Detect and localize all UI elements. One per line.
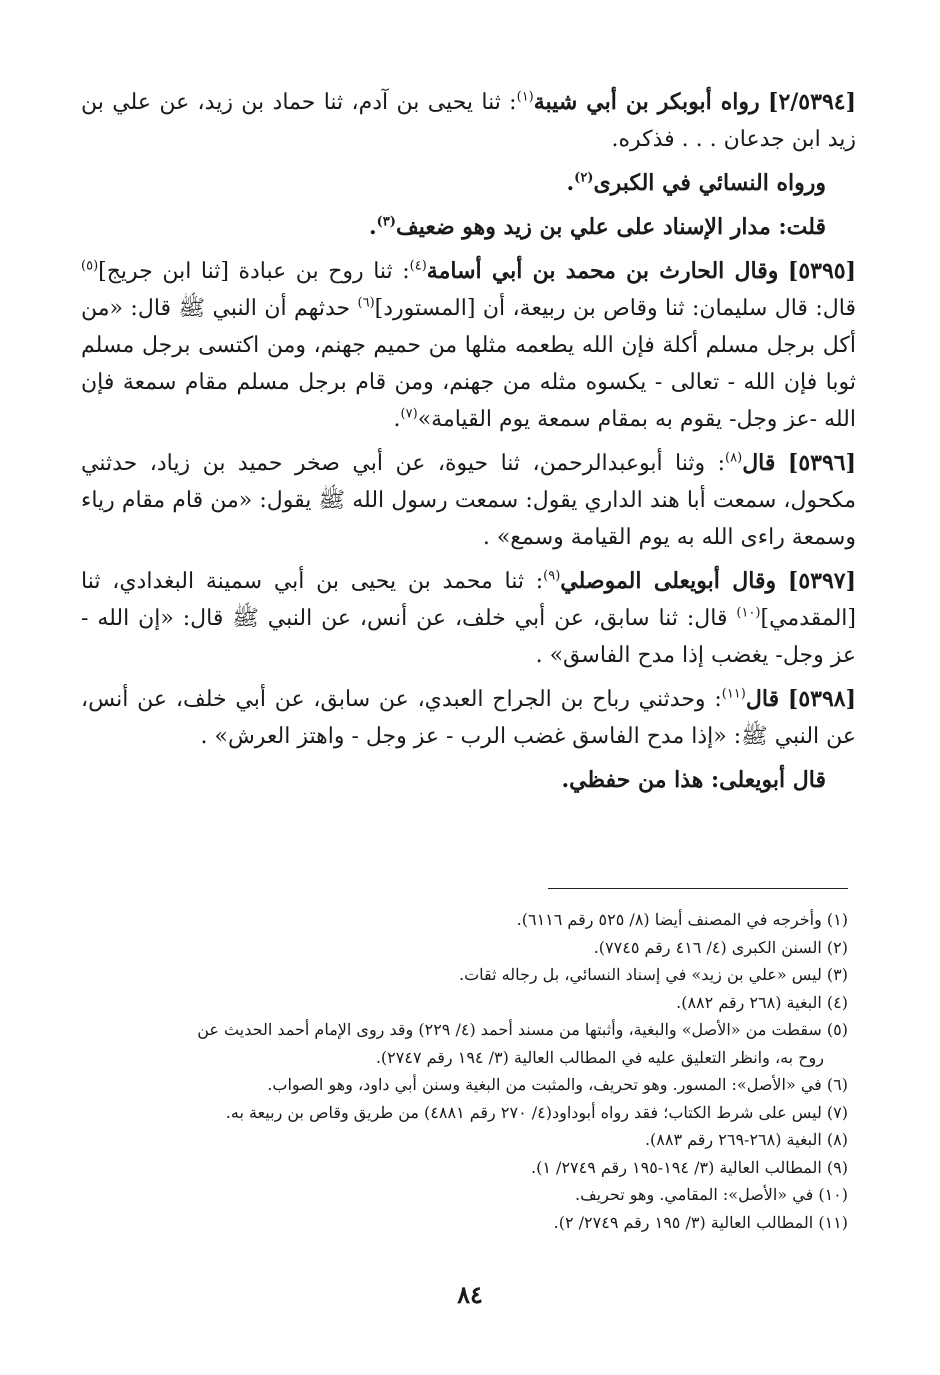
paragraph-5397 [81, 563, 856, 674]
footnote-ref[interactable]: (٣) [376, 214, 396, 230]
paragraph-tail: . [393, 407, 401, 432]
footnote-5-continued: روح به، وانظر التعليق عليه في المطالب العالية (٣/ ١٩٤ رقم ٢٧٤٧). [375, 1047, 824, 1067]
footnote-ref[interactable]: (٨) [725, 450, 743, 466]
hadith-number: [٥٣٩٦] [787, 450, 857, 476]
paragraph-text: قال أبويعلى: هذا من حفظي. [561, 767, 826, 793]
footnote-2: (٢) السنن الكبرى (٤/ ٤١٦ رقم ٧٧٤٥). [593, 937, 848, 957]
footnote-5: (٥) سقطت من «الأصل» والبغية، وأثبتها من مسند أحمد (٤/ ٢٢٩) وقد روى الإمام أحمد الحديث عن [197, 1020, 848, 1039]
hadith-number: [٥٣٩٧] [787, 568, 856, 594]
footnote-11: (١١) المطالب العالية (٣/ ١٩٥ رقم ٢٧٤٩/ ٢). [553, 1212, 848, 1232]
paragraph-5394 [81, 84, 856, 158]
footnote-8: (٨) البغية (٢٦٨-٢٦٩ رقم ٨٨٣). [644, 1130, 848, 1149]
hadith-text: : ثنا روح بن عبادة [ثنا ابن جريج] [98, 259, 410, 284]
hadith-text: قال: ثنا سابق، عن أبي خلف، عن أنس، عن النبي ﷺ قال: «إن الله - عز وجل- يغضب إذا مدح الفاسق» . [81, 606, 856, 668]
hadith-text: : وحدثني رباح بن الجراح العبدي، عن سابق، عن أبي خلف، عن أنس، عن النبي ﷺ: «إذا مدح الفاسق غضب الرب - عز وجل - واهتز العرش» . [81, 687, 856, 749]
footnote-ref[interactable]: (١٠) [736, 605, 761, 621]
hadith-source: قال [745, 686, 780, 712]
hadith-source: وقال أبويعلى الموصلي [560, 568, 777, 594]
hadith-source: رواه أبوبكر بن أبي شيبة [533, 89, 760, 115]
hadith-text: : ثنا يحيى بن آدم، ثنا حماد بن زيد، عن علي بن زيد ابن جدعان . . . فذكره. [81, 90, 856, 152]
paragraph-nasai [81, 165, 856, 202]
footnote-ref[interactable]: (٢) [574, 170, 594, 186]
footnotes [78, 906, 848, 1236]
hadith-number: [٥٣٩٨] [787, 686, 856, 712]
footnote-ref[interactable]: (١١) [721, 686, 746, 702]
footnote-ref[interactable]: (٥) [81, 258, 99, 274]
footnote-ref[interactable]: (٩) [543, 568, 561, 584]
hadith-text: : وثنا أبوعبدالرحمن، ثنا حيوة، عن أبي صخر حميد بن زياد، حدثني مكحول، سمعت أبا هند الداري يقول: سمعت رسول الله ﷺ يقول: «من قام مقام رياء وسمعة راءى الله به يوم القيامة وسمع» . [81, 451, 856, 550]
paragraph-tail: . [368, 214, 377, 240]
footnote-1: (١) وأخرجه في المصنف أيضا (٨/ ٥٢٥ رقم ٦١١٦). [516, 910, 848, 929]
paragraph-text: ورواه النسائي في الكبرى [593, 170, 826, 196]
hadith-number: [٥٣٩٥] [787, 258, 856, 284]
hadith-source: قال [742, 450, 776, 476]
hadith-text: قال: قال سليمان: ثنا وقاص بن ربيعة، أن [المستورد] [374, 296, 856, 321]
hadith-text: : ثنا محمد بن يحيى بن أبي سمينة البغدادي، ثنا [المقدمي] [81, 569, 856, 631]
paragraph-abu-yala [81, 762, 856, 799]
hadith-number: [٢/٥٣٩٤] [768, 89, 856, 115]
paragraph-text: قلت: مدار الإسناد على علي بن زيد وهو ضعيف [395, 214, 826, 240]
footnote-ref[interactable]: (١) [516, 89, 534, 105]
paragraph-comment [81, 209, 856, 246]
footnote-4: (٤) البغية (٢٦٨ رقم ٨٨٢). [676, 992, 848, 1012]
footnote-ref[interactable]: (٦) [357, 295, 375, 311]
page-number: ٨٤ [457, 1280, 483, 1309]
footnote-ref[interactable]: (٧) [400, 406, 418, 422]
footnote-6: (٦) في «الأصل»: المسور. وهو تحريف، والمثبت من البغية وسنن أبي داود، وهو الصواب. [267, 1075, 848, 1094]
hadith-source: وقال الحارث بن محمد بن أبي أسامة [426, 258, 779, 284]
footnote-3: (٣) ليس «علي بن زيد» في إسناد النسائي، بل رجاله ثقات. [458, 965, 848, 984]
main-text [81, 84, 856, 806]
paragraph-5396 [81, 445, 856, 556]
footnote-9: (٩) المطالب العالية (٣/ ١٩٤-١٩٥ رقم ٢٧٤٩/ ١). [531, 1157, 848, 1177]
footnote-divider [548, 888, 848, 889]
paragraph-5398 [81, 681, 856, 755]
paragraph-tail: . [566, 170, 575, 196]
footnote-10: (١٠) في «الأصل»: المقامي. وهو تحريف. [574, 1185, 848, 1204]
hadith-text: حدثهم أن النبي ﷺ قال: «من أكل برجل مسلم أكلة فإن الله يطعمه مثلها من حميم جهنم، ومن اكتسى برجل مسلم ثوبا فإن الله - تعالى - يكسوه مثله من جهنم، ومن قام برجل مسلم مقام سمعة فإن الله -عز وجل- يقوم به بمقام سمعة يوم القيامة» [81, 296, 856, 432]
paragraph-5395 [81, 253, 856, 438]
footnote-7: (٧) ليس على شرط الكتاب؛ فقد رواه أبوداود(٤/ ٢٧٠ رقم ٤٨٨١) من طريق وقاص بن ربيعة به. [225, 1102, 848, 1122]
footnote-ref[interactable]: (٤) [409, 258, 427, 274]
